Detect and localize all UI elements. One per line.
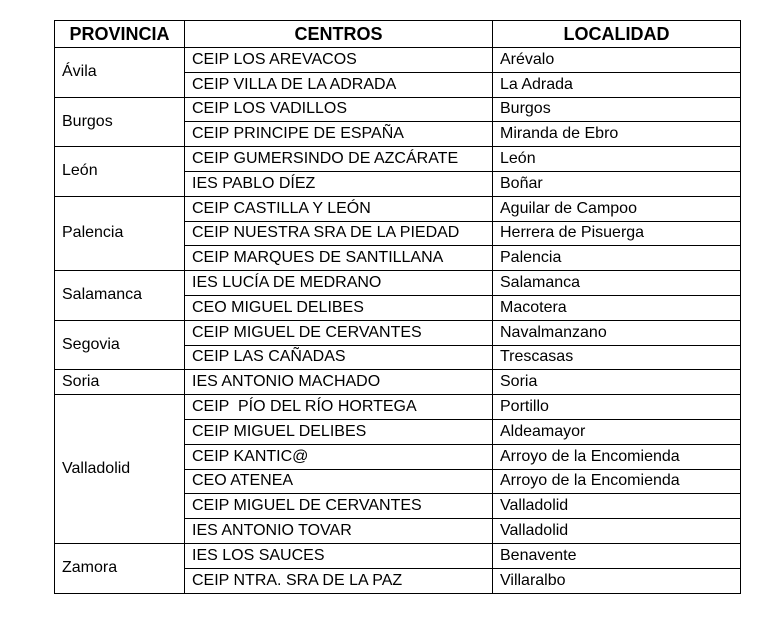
- localidad-cell: León: [493, 147, 741, 172]
- localidad-cell: Portillo: [493, 395, 741, 420]
- table-row: [55, 97, 741, 122]
- centro-cell: CEIP MIGUEL DE CERVANTES: [185, 320, 493, 345]
- centro-cell: CEIP PRINCIPE DE ESPAÑA: [185, 122, 493, 147]
- centro-cell: CEIP CASTILLA Y LEÓN: [185, 196, 493, 221]
- table-row: [55, 196, 741, 221]
- centro-cell: IES LOS SAUCES: [185, 543, 493, 568]
- centro-cell: CEIP MARQUES DE SANTILLANA: [185, 246, 493, 271]
- header-centros: CENTROS: [185, 21, 493, 48]
- provincia-cell: Valladolid: [55, 395, 185, 544]
- centro-cell: CEIP KANTIC@: [185, 444, 493, 469]
- localidad-cell: Aguilar de Campoo: [493, 196, 741, 221]
- provincia-cell: Burgos: [55, 97, 185, 147]
- localidad-cell: La Adrada: [493, 72, 741, 97]
- localidad-cell: Aldeamayor: [493, 419, 741, 444]
- localidad-cell: Palencia: [493, 246, 741, 271]
- localidad-cell: Arroyo de la Encomienda: [493, 444, 741, 469]
- centro-cell: CEIP LOS VADILLOS: [185, 97, 493, 122]
- localidad-cell: Navalmanzano: [493, 320, 741, 345]
- centro-cell: CEIP MIGUEL DE CERVANTES: [185, 494, 493, 519]
- table-row: [55, 370, 741, 395]
- table-row: [55, 395, 741, 420]
- localidad-cell: Benavente: [493, 543, 741, 568]
- table-row: [55, 320, 741, 345]
- localidad-cell: Salamanca: [493, 271, 741, 296]
- localidad-cell: Valladolid: [493, 494, 741, 519]
- table-row: [55, 271, 741, 296]
- centros-table: [54, 20, 741, 594]
- centro-cell: CEIP MIGUEL DELIBES: [185, 419, 493, 444]
- localidad-cell: Burgos: [493, 97, 741, 122]
- centro-cell: IES PABLO DÍEZ: [185, 171, 493, 196]
- centro-cell: IES ANTONIO MACHADO: [185, 370, 493, 395]
- localidad-cell: Arévalo: [493, 48, 741, 73]
- localidad-cell: Arroyo de la Encomienda: [493, 469, 741, 494]
- provincia-cell: León: [55, 147, 185, 197]
- centro-cell: CEIP VILLA DE LA ADRADA: [185, 72, 493, 97]
- localidad-cell: Boñar: [493, 171, 741, 196]
- centro-cell: CEO ATENEA: [185, 469, 493, 494]
- provincia-cell: Zamora: [55, 543, 185, 593]
- localidad-cell: Villaralbo: [493, 568, 741, 593]
- localidad-cell: Trescasas: [493, 345, 741, 370]
- header-row: [55, 21, 741, 48]
- localidad-cell: Valladolid: [493, 519, 741, 544]
- table-row: [55, 48, 741, 73]
- localidad-cell: Macotera: [493, 295, 741, 320]
- centro-cell: CEIP LAS CAÑADAS: [185, 345, 493, 370]
- centro-cell: IES LUCÍA DE MEDRANO: [185, 271, 493, 296]
- header-localidad: LOCALIDAD: [493, 21, 741, 48]
- provincia-cell: Ávila: [55, 48, 185, 98]
- localidad-cell: Miranda de Ebro: [493, 122, 741, 147]
- localidad-cell: Soria: [493, 370, 741, 395]
- provincia-cell: Segovia: [55, 320, 185, 370]
- provincia-cell: Soria: [55, 370, 185, 395]
- centro-cell: CEO MIGUEL DELIBES: [185, 295, 493, 320]
- header-provincia: PROVINCIA: [55, 21, 185, 48]
- centro-cell: CEIP GUMERSINDO DE AZCÁRATE: [185, 147, 493, 172]
- provincia-cell: Salamanca: [55, 271, 185, 321]
- table-body: [55, 48, 741, 594]
- provincia-cell: Palencia: [55, 196, 185, 270]
- centro-cell: CEIP NUESTRA SRA DE LA PIEDAD: [185, 221, 493, 246]
- table-row: [55, 543, 741, 568]
- localidad-cell: Herrera de Pisuerga: [493, 221, 741, 246]
- centro-cell: IES ANTONIO TOVAR: [185, 519, 493, 544]
- table-row: [55, 147, 741, 172]
- centro-cell: CEIP PÍO DEL RÍO HORTEGA: [185, 395, 493, 420]
- centro-cell: CEIP LOS AREVACOS: [185, 48, 493, 73]
- centro-cell: CEIP NTRA. SRA DE LA PAZ: [185, 568, 493, 593]
